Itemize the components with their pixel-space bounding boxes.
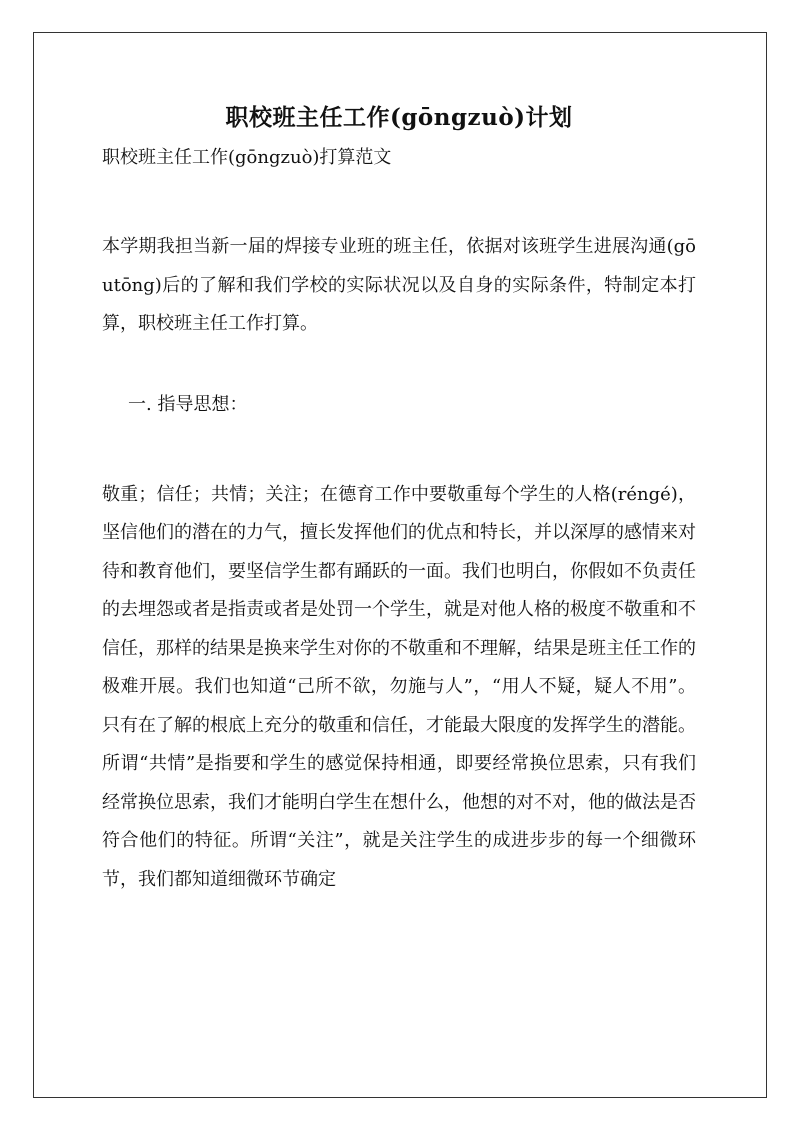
intro-paragraph: 本学期我担当新一届的焊接专业班的班主任，依据对该班学生进展沟通(gōutōng)后的了解和我们学校的实际状况以及自身的实际条件，特制定本打算，职校班主任工作打算。 <box>102 236 696 334</box>
document-body <box>102 96 696 899</box>
document-subtitle: 职校班主任工作(gōngzuò)打算范文 <box>102 147 392 168</box>
section-body-paragraph: 敬重；信任；共情；关注；在德育工作中要敬重每个学生的人格(réngé)，坚信他们的潜在的力气，擅长发挥他们的优点和特长，并以深厚的感情来对待和教育他们，要坚信学生都有踊跃的一面。我们也明白，你假如不负责任的去埋怨或者是指责或者是处罚一个学生，就是对他人格的极度不敬重和不信任，那样的结果是换来学生对你的不敬重和不理解，结果是班主任工作的极难开展。我们也知道“己所不欲，勿施与人”，“用人不疑，疑人不用”。只有在了解的根底上充分的敬重和信任，才能最大限度的发挥学生的潜能。所谓“共情”是指要和学生的感觉保持相通，即要经常换位思索，只有我们经常换位思索，我们才能明白学生在想什么，他想的对不对，他的做法是否符合他们的特征。所谓“关注”，就是关注学生的成进步步的每一个细微环节，我们都知道细微环节确定 <box>102 483 696 890</box>
section-heading-guiding-thought: 一. 指导思想： <box>128 393 248 415</box>
document-title: 职校班主任工作(gōngzuò)计划 <box>225 104 573 131</box>
